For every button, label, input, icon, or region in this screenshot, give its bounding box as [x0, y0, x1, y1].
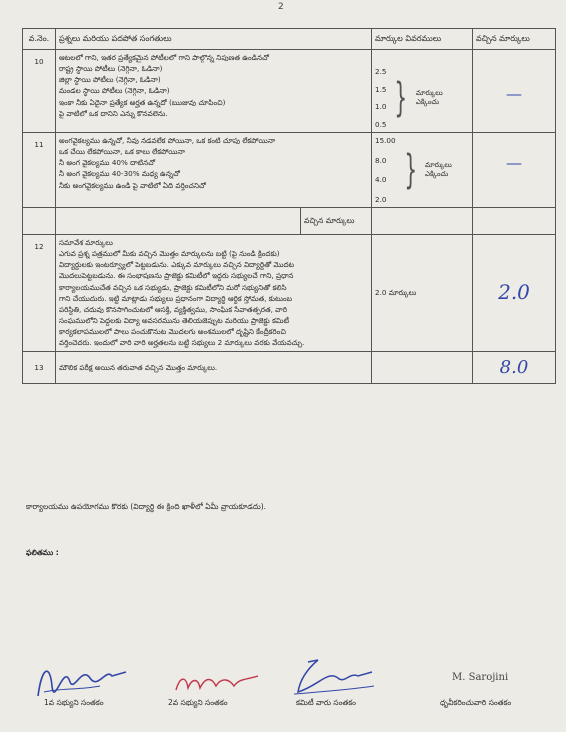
question-line: ఎగువ ప్రశ్న పత్రములో మీకు వచ్చిన మొత్తం మార్కులను బట్టి (పై నుండి క్రిందకు) [59, 249, 280, 259]
mark-value: 1.0 [375, 102, 387, 112]
header-sno: వ.నెం. [23, 29, 56, 50]
question-line: నీ అంగ వైకల్యము 40-30% మధ్య ఉన్నచో [59, 169, 180, 179]
question-line: ఒక చేయి లేకపోయినా, ఒక కాలు లేకపోయినా [59, 147, 185, 157]
question-line: పై వాటిలో ఒక దానిని ఎన్ను కొనవలెను. [59, 108, 168, 118]
mark-value: 2.0 [375, 194, 387, 204]
signature-area [0, 650, 566, 730]
member3-signature-label: కమిటీ వారు సంతకం [296, 698, 356, 707]
mark-value: 1.5 [375, 84, 387, 94]
question-line: ఆటలలో గాని, ఇతర ప్రత్యేకమైన పోటీలలో గాని పాల్గొన్న నిపుణత ఉండినచో [59, 53, 269, 62]
row-sno: 12 [23, 235, 56, 352]
signature-2-icon [172, 668, 262, 698]
question-line: కార్యకలాపములలో పాలు పంచుకొనుట మొదలగు అంశములలో దృష్టిని కేంద్రీకరించి [59, 327, 286, 337]
marks-received-cell[interactable] [473, 50, 556, 133]
brace-label: మార్కులు ఎక్కించు [425, 160, 452, 178]
received-mark: — [506, 153, 522, 172]
row-sno: 13 [23, 351, 56, 384]
member1-signature-label: 1వ సభ్యుని సంతకం [44, 698, 104, 707]
page-number: 2 [278, 2, 284, 12]
brace-icon: } [403, 147, 417, 193]
question-line: మొదలుపెట్టబడును. ఈ సంభాషణను ప్రాజెక్టు కమిటీలో ఇద్దరు సభ్యులచే గాని, ప్రధాన [59, 271, 294, 281]
header-marks-detail: మార్కుల వివరములు [372, 29, 473, 50]
received-mark: — [506, 84, 522, 103]
table-header-row [23, 29, 556, 50]
result-label: ఫలితము : [26, 548, 59, 557]
question-line: నీకు అంగవైకల్యము ఉండి పై వాటిలో ఏది వర్తించనిచో [59, 180, 206, 190]
brace-label: మార్కులు ఎక్కించు [415, 88, 443, 106]
subtotal-row [23, 208, 556, 235]
received-mark: 8.0 [499, 356, 529, 378]
question-line: విద్యార్థులకు ఇంటర్వ్యూలో పెట్టబడును. ఎక్కువ మార్కులు వచ్చిన విద్యార్థితో మొదట [59, 260, 295, 270]
signature-3-icon [288, 656, 378, 698]
subtotal-label: వచ్చిన మార్కులు [301, 208, 372, 235]
marks-detail-cell [372, 50, 473, 133]
marks-detail-cell: 2.0 మార్కులు [372, 235, 473, 352]
question-line: జిల్లా స్థాయి పోటీలు (నెగ్గినా, ఓడినా) [59, 75, 161, 85]
mark-value: 2.5 [375, 67, 387, 76]
question-line: వర్తించెదరు. ఇందులో వారి వారి అర్హతలను బట్టి సభ్యులు 2 మార్కులు వరకు వేయవచ్చు. [59, 338, 305, 348]
approver-signature-label: ధృవీకరించువారి సంతకం [440, 698, 512, 707]
row-question [56, 235, 372, 352]
question-line: ఇంకా నీకు ఏదైనా ప్రత్యేక అర్హత ఉన్నదో (ఋజువు చూపించి) [59, 97, 226, 107]
marks-received-cell[interactable] [473, 133, 556, 208]
question-heading: సమావేశ మార్కులు [59, 238, 113, 247]
header-marks-received: వచ్చిన మార్కులు [473, 29, 556, 50]
mark-value: 8.0 [375, 155, 387, 165]
question-line: పరిస్థితి, చదువు కొనసాగించుటలో ఆసక్తి, వ్యక్తిత్వము, సాంఘిక సేవాతత్పరత, వారి [59, 304, 287, 314]
question-line: మండల స్థాయి పోటీలు (నెగ్గినా, ఓడినా) [59, 86, 170, 96]
table-row [23, 50, 556, 133]
header-questions: ప్రశ్నలు మరియు పదపోత సంగతులు [56, 29, 372, 50]
question-line: రాష్ట్ర స్థాయి పోటీలు (నెగ్గినా, ఓడినా) [59, 64, 163, 74]
table-row [23, 133, 556, 208]
marks-table [22, 28, 556, 384]
table-row [23, 351, 556, 384]
row-question: మౌలిక పరీక్ష అయిన తరువాత వచ్చిన మొత్తం మార్కులు. [56, 351, 372, 384]
mark-value: 15.00 [375, 136, 396, 145]
mark-value: 0.5 [375, 119, 387, 129]
table-row [23, 235, 556, 352]
mark-value: 4.0 [375, 175, 387, 185]
signature-1-icon [30, 656, 130, 702]
member2-signature-label: 2వ సభ్యుని సంతకం [168, 698, 228, 707]
marks-received-cell[interactable] [473, 351, 556, 384]
approver-name: M. Sarojini [452, 672, 509, 683]
row-sno: 10 [23, 50, 56, 133]
question-line: నీ అంగ వైకల్యము 40% దాటినచో [59, 158, 156, 168]
row-sno: 11 [23, 133, 56, 208]
question-line: సంఘములోని పెద్దలకు విద్యా అవసరమును తెలియజెప్పుట మరియు ప్రాజెక్టు కమిటీ [59, 316, 289, 326]
row-question [56, 50, 372, 133]
received-mark: 2.0 [498, 280, 530, 305]
brace-icon: } [394, 75, 408, 121]
marks-received-cell[interactable] [473, 235, 556, 352]
marks-detail-cell [372, 133, 473, 208]
row-question [56, 133, 372, 208]
question-line: కార్యాలయముచేత వచ్చిన ఒక సభ్యుడు, ప్రాజెక్టు కమిటీలోని మరో సభ్యునితో కలిసి [59, 282, 287, 292]
question-line: అంగవైకల్యము ఉన్నచో, నీవు నడవలేక పోయినా, ఒక కంటి చూపు లేకపోయినా [59, 136, 276, 145]
office-use-note: కార్యాలయము ఉపయోగము కొరకు (విద్యార్థి ఈ క్రింది ఖాళీలో ఏమీ వ్రాయకూడదు). [26, 502, 267, 511]
question-line: గాని చేయుదురు. ఇట్టి మాట్లాడు సభ్యులు ప్రధానంగా విద్యార్థి ఆర్థిక స్తోమత, కుటుంబ [59, 293, 293, 303]
subtotal-value-cell[interactable] [473, 208, 556, 235]
